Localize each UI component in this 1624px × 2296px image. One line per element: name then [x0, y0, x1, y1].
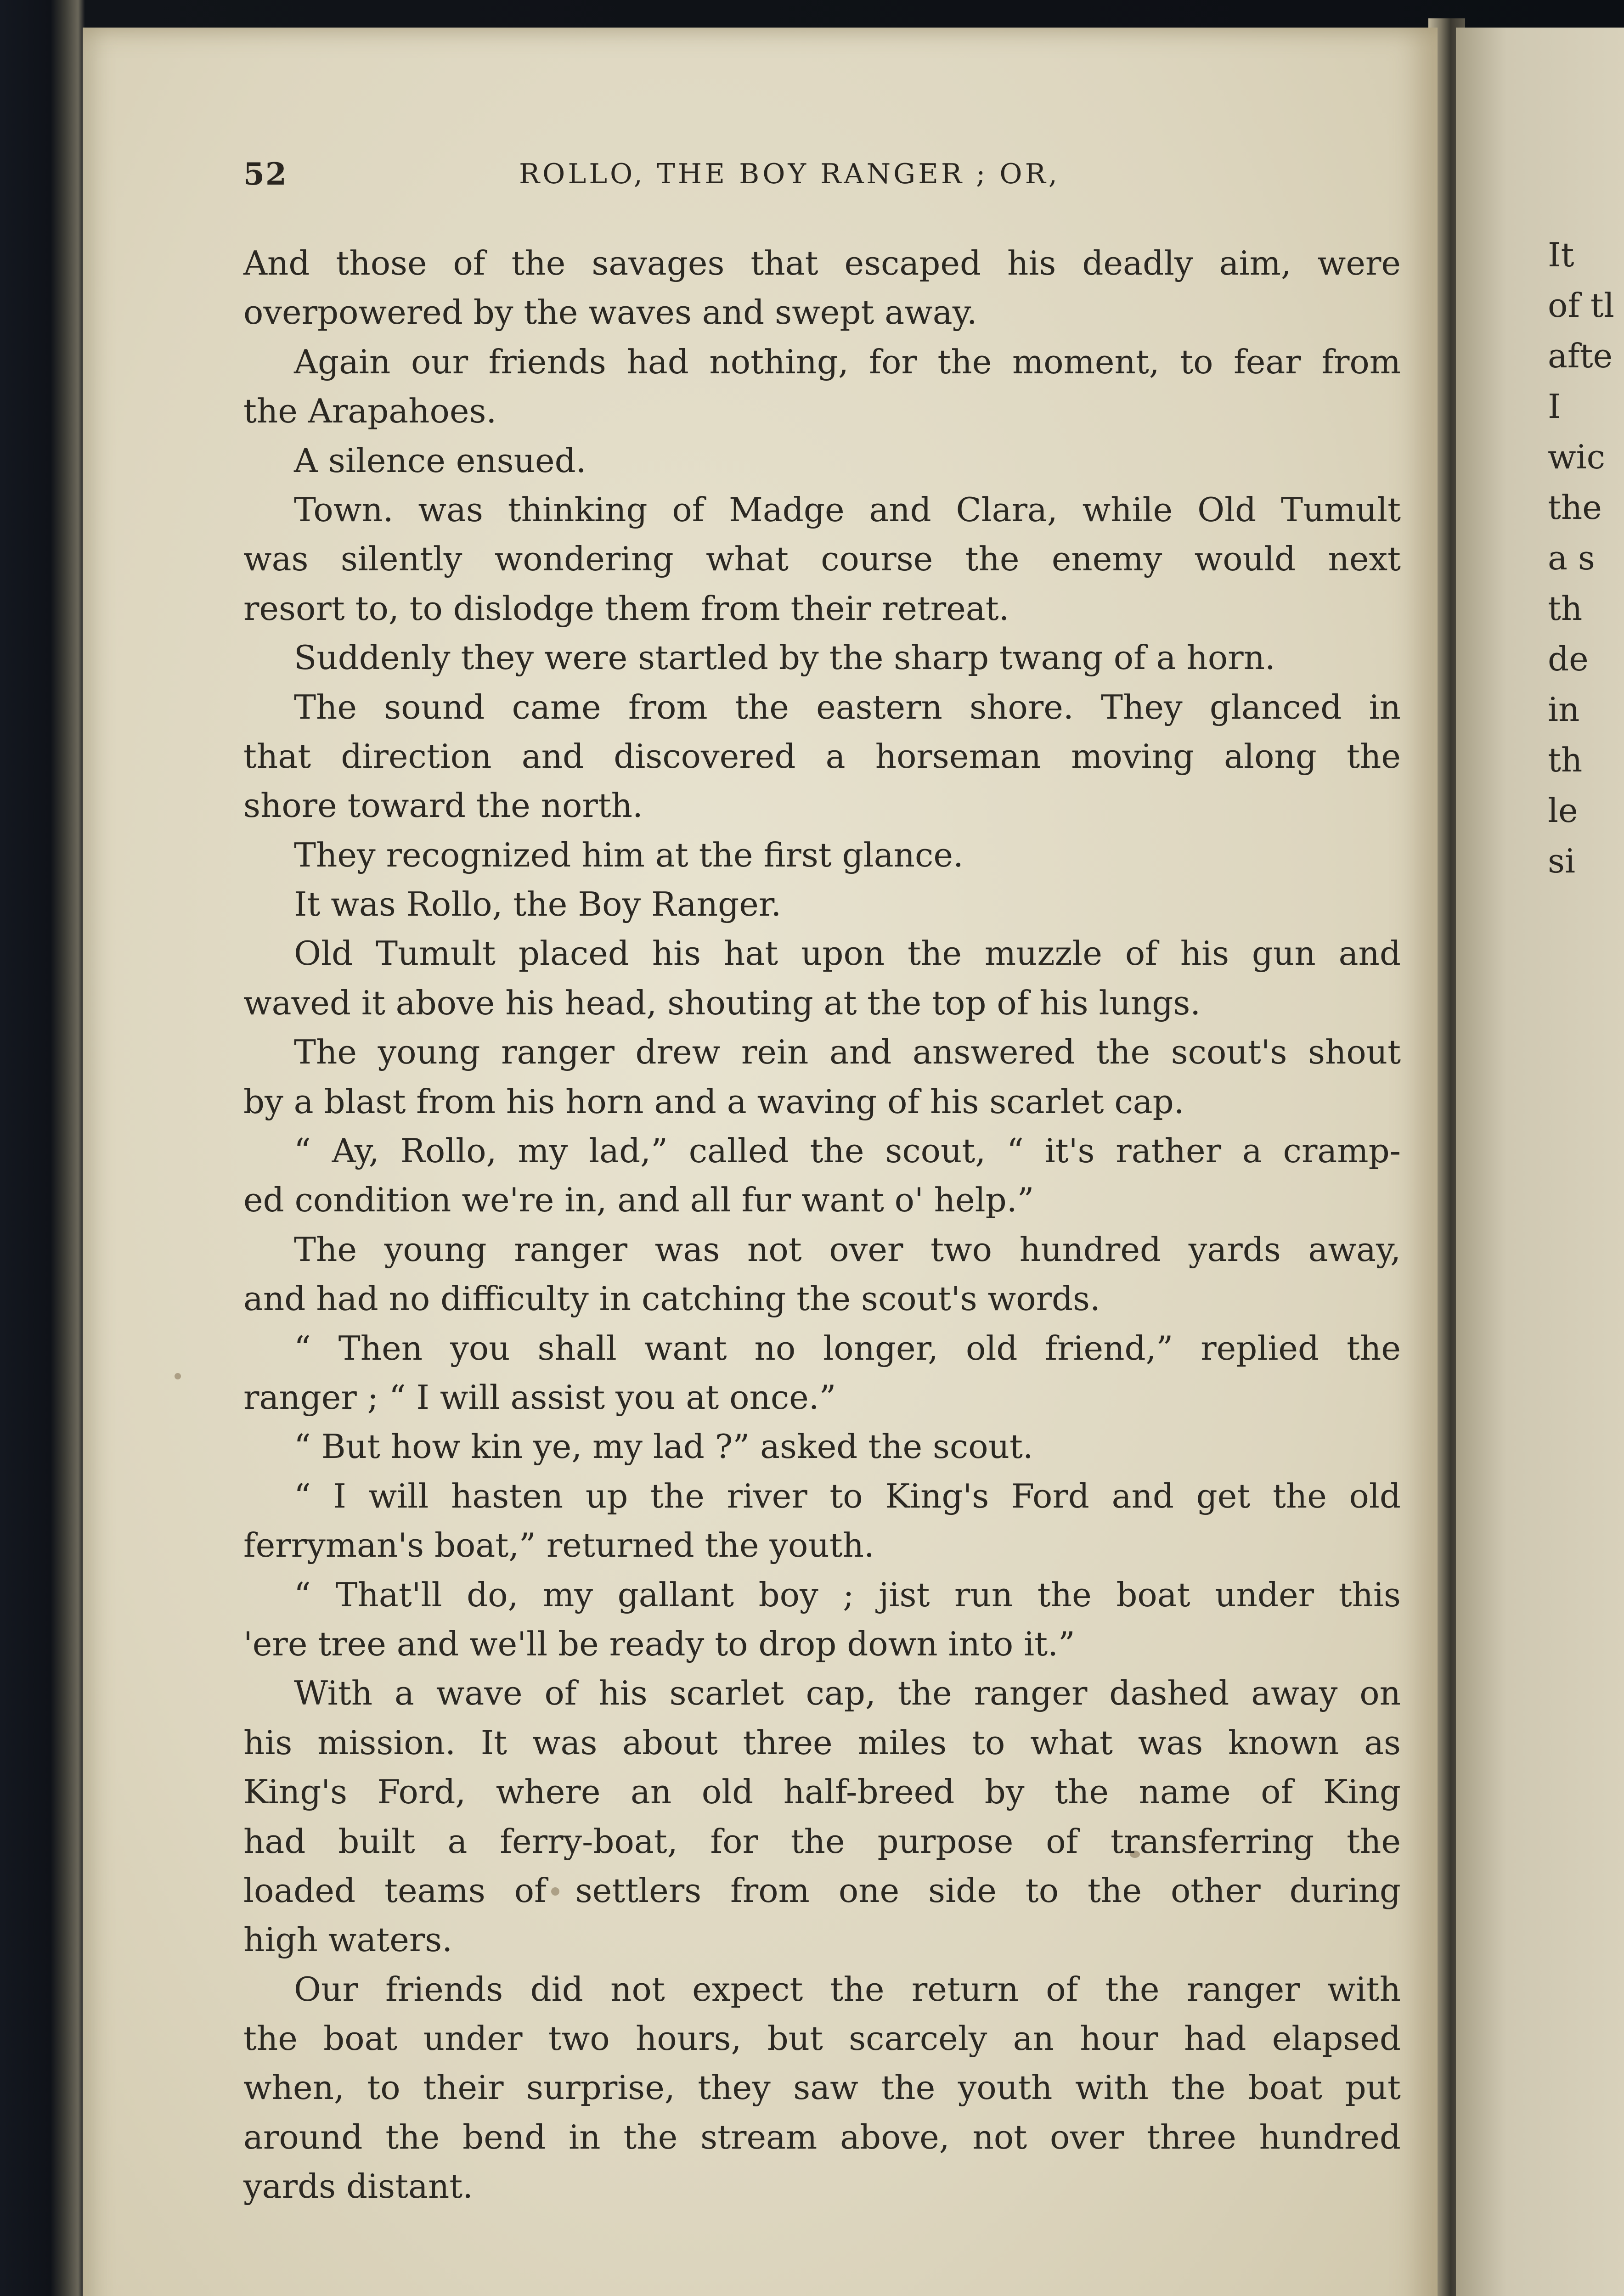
text-line: the boat under two hours, but scarcely an hour had elapsed — [243, 2019, 1401, 2058]
facing-page-fragment: si — [1548, 842, 1575, 880]
text-line: The sound came from the eastern shore. They glanced in — [294, 687, 1401, 726]
text-line: And those of the savages that escaped his deadly aim, were — [243, 244, 1401, 282]
facing-page-fragment: afte — [1548, 337, 1613, 375]
body-text — [243, 239, 1401, 2212]
facing-page-fragment: I — [1548, 387, 1561, 426]
text-line: and had no difficulty in catching the scout's words. — [243, 1279, 1100, 1318]
text-line: the Arapahoes. — [243, 392, 497, 431]
text-line: was silently wondering what course the enemy would next — [243, 540, 1401, 579]
text-line: ed condition we're in, and all fur want o' help.” — [243, 1181, 1034, 1220]
text-line: Our friends did not expect the return of the ranger with — [294, 1970, 1401, 2009]
text-line: 'ere tree and we'll be ready to drop down into it.” — [243, 1624, 1075, 1663]
text-line: Old Tumult placed his hat upon the muzzle of his gun and — [294, 934, 1401, 973]
facing-page-fragment: le — [1548, 791, 1578, 830]
text-line: yards distant. — [243, 2167, 474, 2206]
text-line: The young ranger drew rein and answered the scout's shout — [294, 1033, 1401, 1072]
text-line: high waters. — [243, 1920, 453, 1959]
text-line: “ But how kin ye, my lad ?” asked the scout. — [294, 1427, 1033, 1466]
facing-page-fragment: th — [1548, 741, 1583, 779]
running-head: ROLLO, THE BOY RANGER ; OR, — [519, 158, 1060, 190]
text-line: “ Ay, Rollo, my lad,” called the scout, “ it's rather a cramp- — [294, 1131, 1401, 1171]
facing-page-fragment: a s — [1548, 539, 1595, 577]
page-header — [243, 156, 1410, 193]
facing-page-text — [1548, 230, 1624, 886]
text-line: around the bend in the stream above, not over three hundred — [243, 2117, 1401, 2156]
text-line: “ Then you shall want no longer, old friend,” replied the — [294, 1328, 1401, 1367]
page-number: 52 — [243, 156, 288, 192]
text-line: that direction and discovered a horseman moving along the — [243, 737, 1401, 776]
text-line: resort to, to dislodge them from their retreat. — [243, 589, 1009, 628]
text-line: Town. was thinking of Madge and Clara, while Old Tumult — [294, 490, 1401, 529]
text-line: It was Rollo, the Boy Ranger. — [294, 885, 782, 924]
text-line: “ That'll do, my gallant boy ; jist run the boat under this — [294, 1575, 1401, 1614]
text-line: ferryman's boat,” returned the youth. — [243, 1526, 874, 1565]
text-line: had built a ferry-boat, for the purpose of transferring the — [243, 1822, 1401, 1861]
text-line: waved it above his head, shouting at the top of his lungs. — [243, 983, 1201, 1022]
text-line: loaded teams of settlers from one side to the other during — [243, 1871, 1401, 1910]
text-line: With a wave of his scarlet cap, the ranger dashed away on — [294, 1674, 1401, 1713]
text-line: Again our friends had nothing, for the moment, to fear from — [294, 342, 1401, 381]
text-line: when, to their surprise, they saw the youth with the boat put — [243, 2068, 1401, 2107]
text-line: King's Ford, where an old half-breed by the name of King — [243, 1773, 1401, 1812]
text-line: “ I will hasten up the river to King's Ford and get the old — [294, 1476, 1401, 1515]
text-line: ranger ; “ I will assist you at once.” — [243, 1378, 836, 1417]
text-line: They recognized him at the first glance. — [294, 835, 964, 874]
text-line: A silence ensued. — [294, 441, 586, 480]
text-line: overpowered by the waves and swept away. — [243, 293, 977, 332]
facing-page-fragment: of tl — [1548, 286, 1614, 325]
facing-page-fragment: in — [1548, 690, 1580, 729]
text-line: by a blast from his horn and a waving of his scarlet cap. — [243, 1082, 1184, 1121]
facing-page-fragment: It — [1548, 236, 1574, 274]
facing-page-fragment: th — [1548, 589, 1583, 628]
text-line: Suddenly they were startled by the sharp twang of a horn. — [294, 638, 1275, 677]
text-line: shore toward the north. — [243, 786, 643, 825]
text-line: his mission. It was about three miles to what was known as — [243, 1723, 1401, 1762]
facing-page-fragment: de — [1548, 640, 1589, 678]
facing-page-fragment: the — [1548, 488, 1602, 527]
facing-page-fragment: wic — [1548, 438, 1605, 476]
text-line: The young ranger was not over two hundred yards away, — [294, 1230, 1401, 1269]
